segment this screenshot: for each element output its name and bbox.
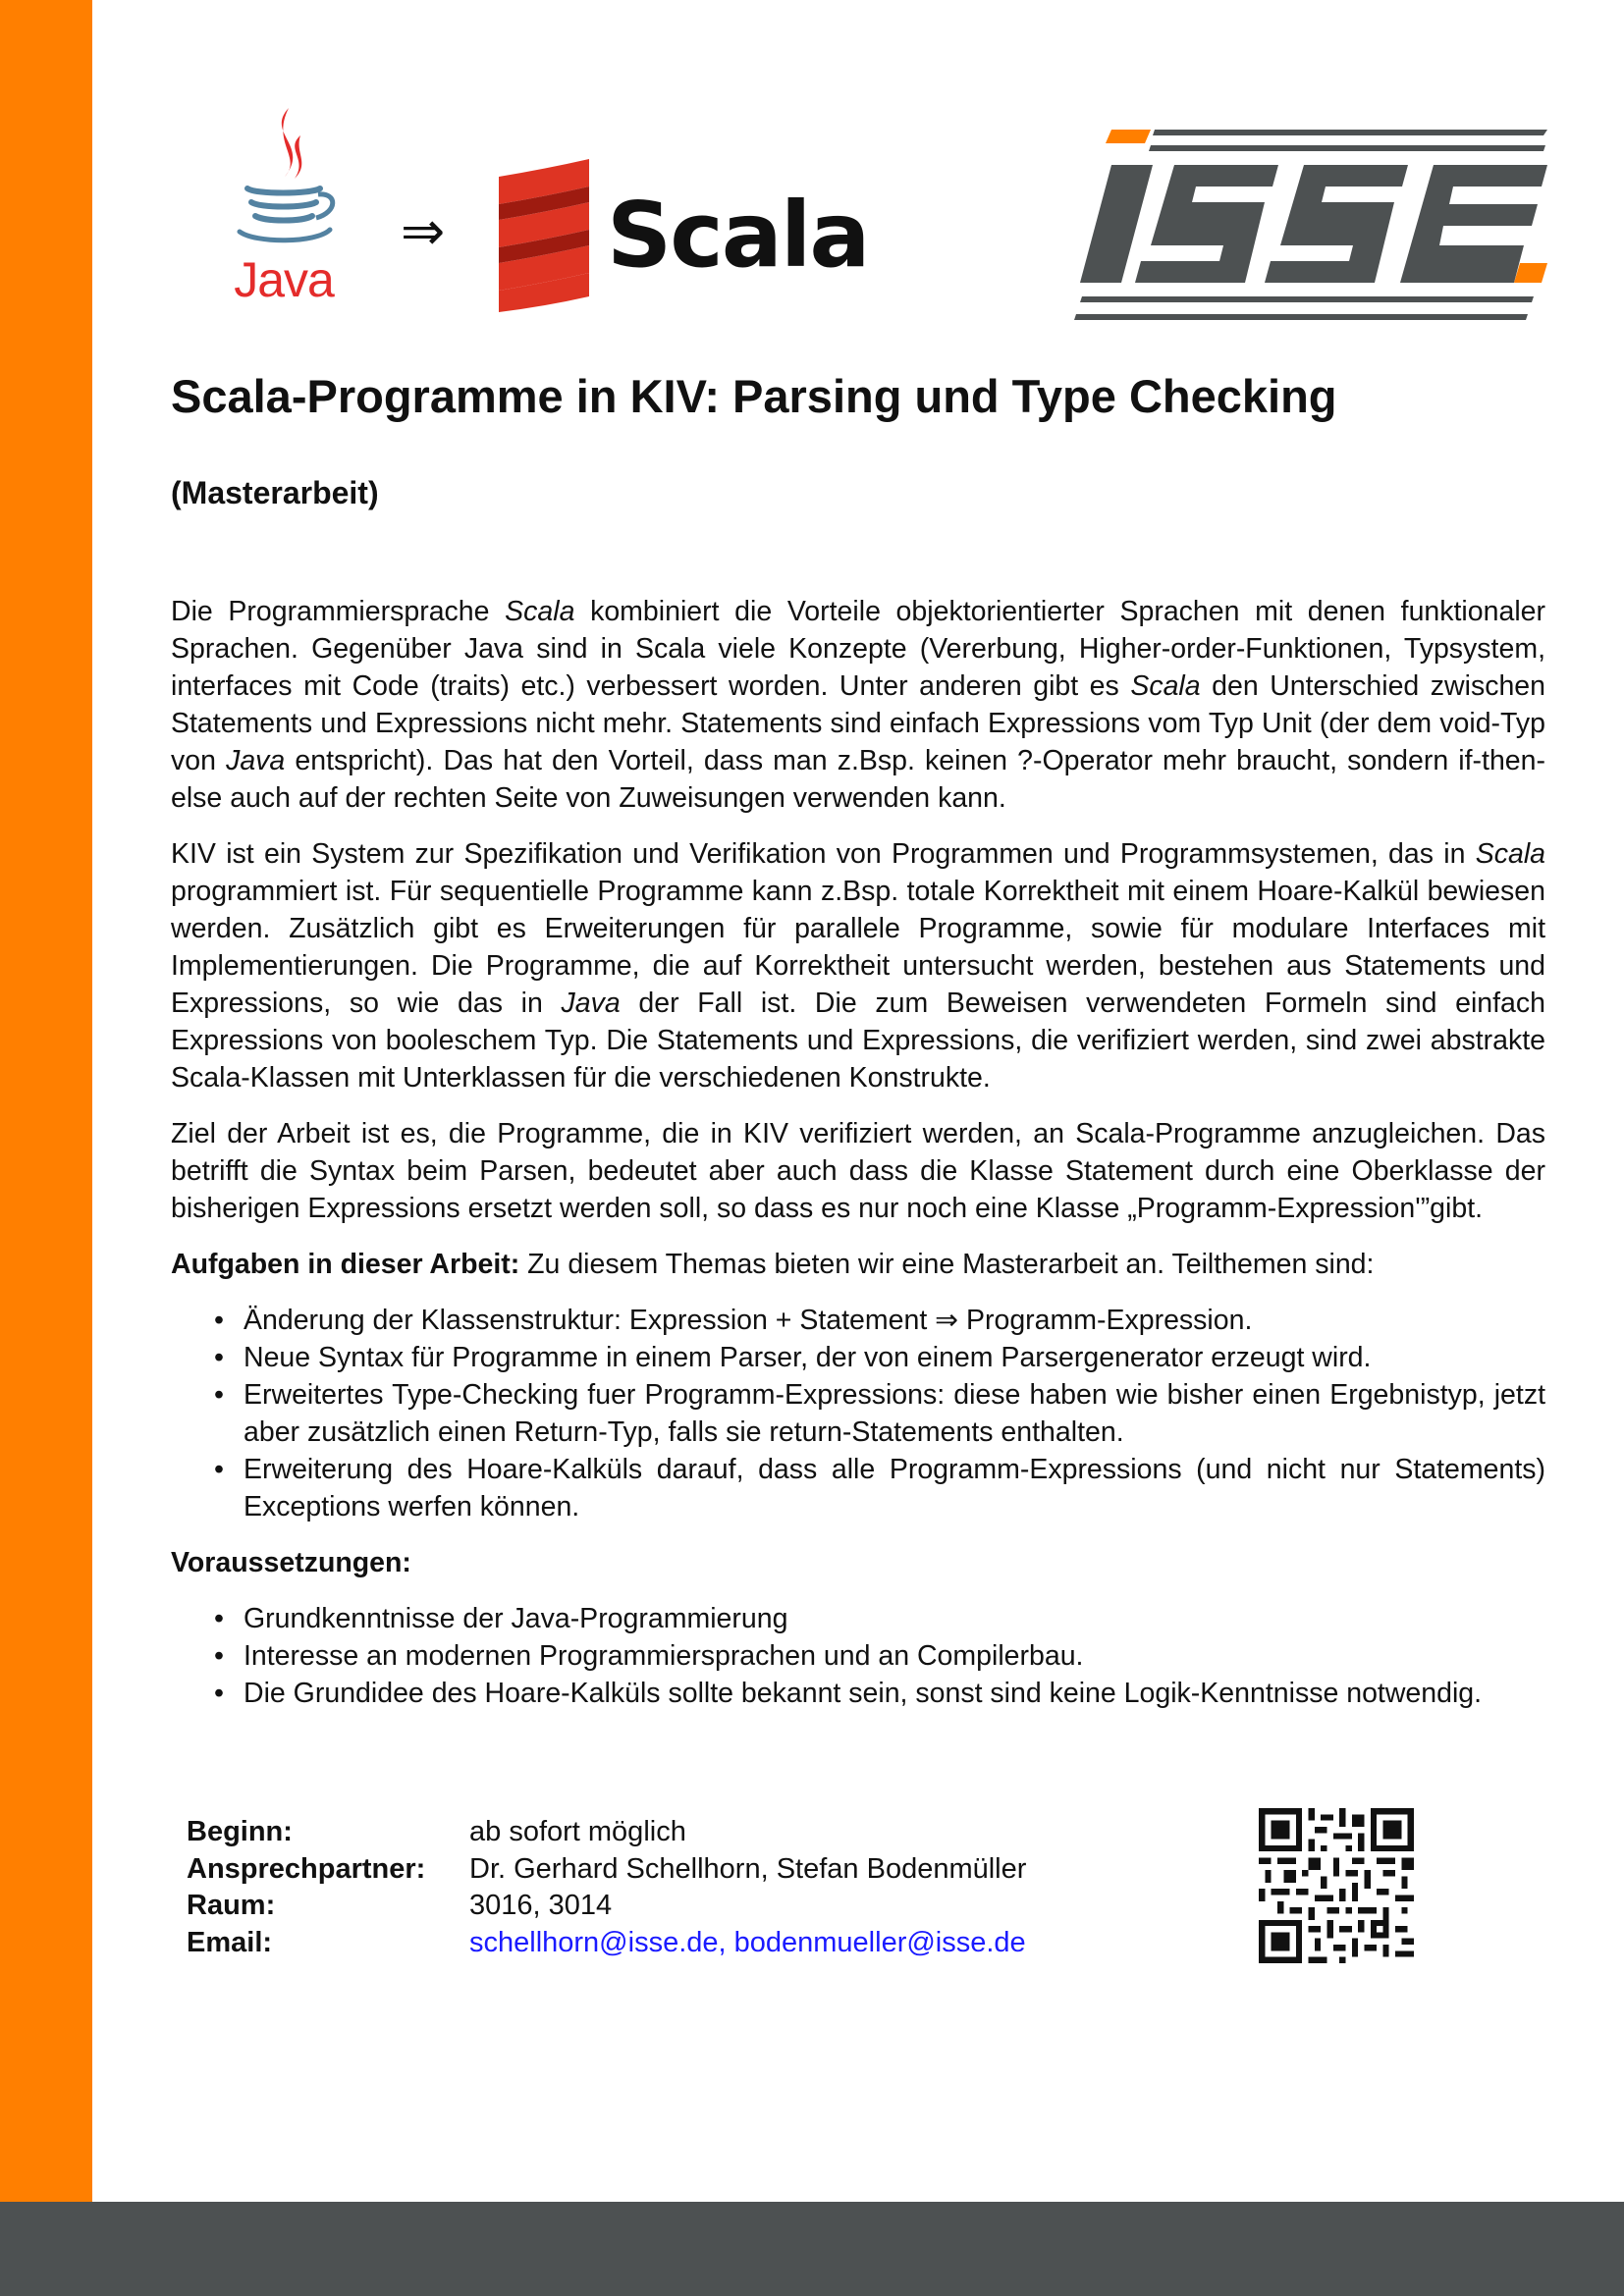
footer-bar bbox=[0, 2202, 1624, 2296]
begin-value: ab sofort möglich bbox=[469, 1816, 686, 1847]
requirements-list bbox=[171, 1600, 1545, 1712]
tasks-list bbox=[171, 1302, 1545, 1525]
page-subtitle: (Masterarbeit) bbox=[171, 475, 379, 510]
left-accent-bar bbox=[0, 0, 92, 2296]
main-content bbox=[171, 593, 1545, 1731]
list-item: • Änderung der Klassenstruktur: Expression + Statement ⇒ Programm-Expression. bbox=[244, 1302, 1545, 1339]
paragraph-goal: Ziel der Arbeit ist es, die Programme, die in KIV verifiziert werden, an Scala-Programme anzugleichen. Das betrifft die Syntax beim Parsen, bedeutet aber auch dass die Klasse Statement durch eine Oberklasse der bisherigen Expressions ersetzt werden soll, so dass es nur noch eine Klasse „Programm-Expression'”gibt. bbox=[171, 1118, 1545, 1224]
paragraph-kiv: KIV ist ein System zur Spezifikation und Verifikation von Programmen und Programmsystemen, das in Scala programmiert ist. Für sequentielle Programme kann z.Bsp. totale Korrektheit mit einem Hoare-Kalkül bewiesen werden. Zusätzlich gibt es Erweiterungen für parallele Programme, sowie für modulare Interfaces mit Implementierungen. Die Programme, die auf Korrektheit untersucht werden, bestehen aus Statements und Expressions, so wie das in Java der Fall ist. Die zum Beweisen verwendeten Formeln sind einfach Expressions von booleschem Typ. Die Statements und Expressions, die verifiziert werden, sind zwei abstrakte Scala-Klassen mit Unterklassen für die verschiedenen Konstrukte. bbox=[171, 838, 1545, 1094]
email-label: Email: bbox=[187, 1926, 273, 1958]
isse-logo bbox=[1072, 126, 1547, 328]
begin-label: Beginn: bbox=[187, 1816, 293, 1847]
tasks-heading: Aufgaben in dieser Arbeit: Zu diesem Themas bieten wir eine Masterarbeit an. Teilthemen sind: bbox=[171, 1249, 1375, 1280]
qr-code-icon bbox=[1259, 1808, 1414, 1963]
info-row-begin bbox=[187, 1814, 1026, 1851]
paragraph-scala-intro: Die Programmiersprache Scala kombiniert die Vorteile objektorientierter Sprachen mit denen funktionaler Sprachen. Gegenüber Java sind in Scala viele Konzepte (Vererbung, Higher-order-Funktionen, Typsystem, interfaces mit Code (traits) etc.) verbessert worden. Unter anderen gibt es Scala den Unterschied zwischen Statements und Expressions nicht mehr. Statements sind einfach Expressions vom Typ Unit (der dem void-Typ von Java entspricht). Das hat den Vorteil, dass man z.Bsp. keinen ?-Operator mehr braucht, sondern if-then-else auch auf der rechten Seite von Zuweisungen verwenden kann. bbox=[171, 596, 1545, 814]
implies-arrow: ⇒ bbox=[401, 200, 446, 262]
list-item: • Die Grundidee des Hoare-Kalküls sollte bekannt sein, sonst sind keine Logik-Kenntnisse notwendig. bbox=[244, 1675, 1545, 1712]
room-value: 3016, 3014 bbox=[469, 1890, 613, 1921]
tasks-label: Aufgaben in dieser Arbeit: bbox=[171, 1249, 520, 1280]
list-item: • Grundkenntnisse der Java-Programmierung bbox=[244, 1600, 1545, 1637]
list-item: • Interesse an modernen Programmiersprachen und an Compilerbau. bbox=[244, 1637, 1545, 1675]
list-item: • Erweiterung des Hoare-Kalküls darauf, dass alle Programm-Expressions (und nicht nur Statements) Exceptions werfen können. bbox=[244, 1451, 1545, 1525]
info-row-contact bbox=[187, 1851, 1026, 1889]
info-row-email bbox=[187, 1925, 1026, 1962]
scala-logo-icon bbox=[493, 159, 595, 312]
java-cup-icon bbox=[226, 106, 342, 253]
contact-label: Ansprechpartner: bbox=[187, 1852, 426, 1885]
requirements-heading: Voraussetzungen: bbox=[171, 1547, 411, 1578]
email-link[interactable]: schellhorn@isse.de, bodenmueller@isse.de bbox=[469, 1926, 1026, 1958]
list-item: • Neue Syntax für Programme in einem Parser, der von einem Parsergenerator erzeugt wird. bbox=[244, 1339, 1545, 1376]
java-logo bbox=[226, 106, 342, 310]
page-title: Scala-Programme in KIV: Parsing und Type Checking bbox=[171, 370, 1337, 422]
info-row-room bbox=[187, 1888, 1026, 1925]
list-item: • Erweitertes Type-Checking fuer Programm-Expressions: diese haben wie bisher einen Ergebnistyp, jetzt aber zusätzlich einen Return-Typ, falls sie return-Statements enthalten. bbox=[244, 1376, 1545, 1451]
room-label: Raum: bbox=[187, 1890, 276, 1921]
scala-logo-text: Scala bbox=[607, 183, 869, 288]
contact-value: Dr. Gerhard Schellhorn, Stefan Bodenmüller bbox=[469, 1852, 1027, 1885]
info-table bbox=[187, 1814, 1026, 1961]
java-logo-text: Java bbox=[234, 252, 334, 307]
